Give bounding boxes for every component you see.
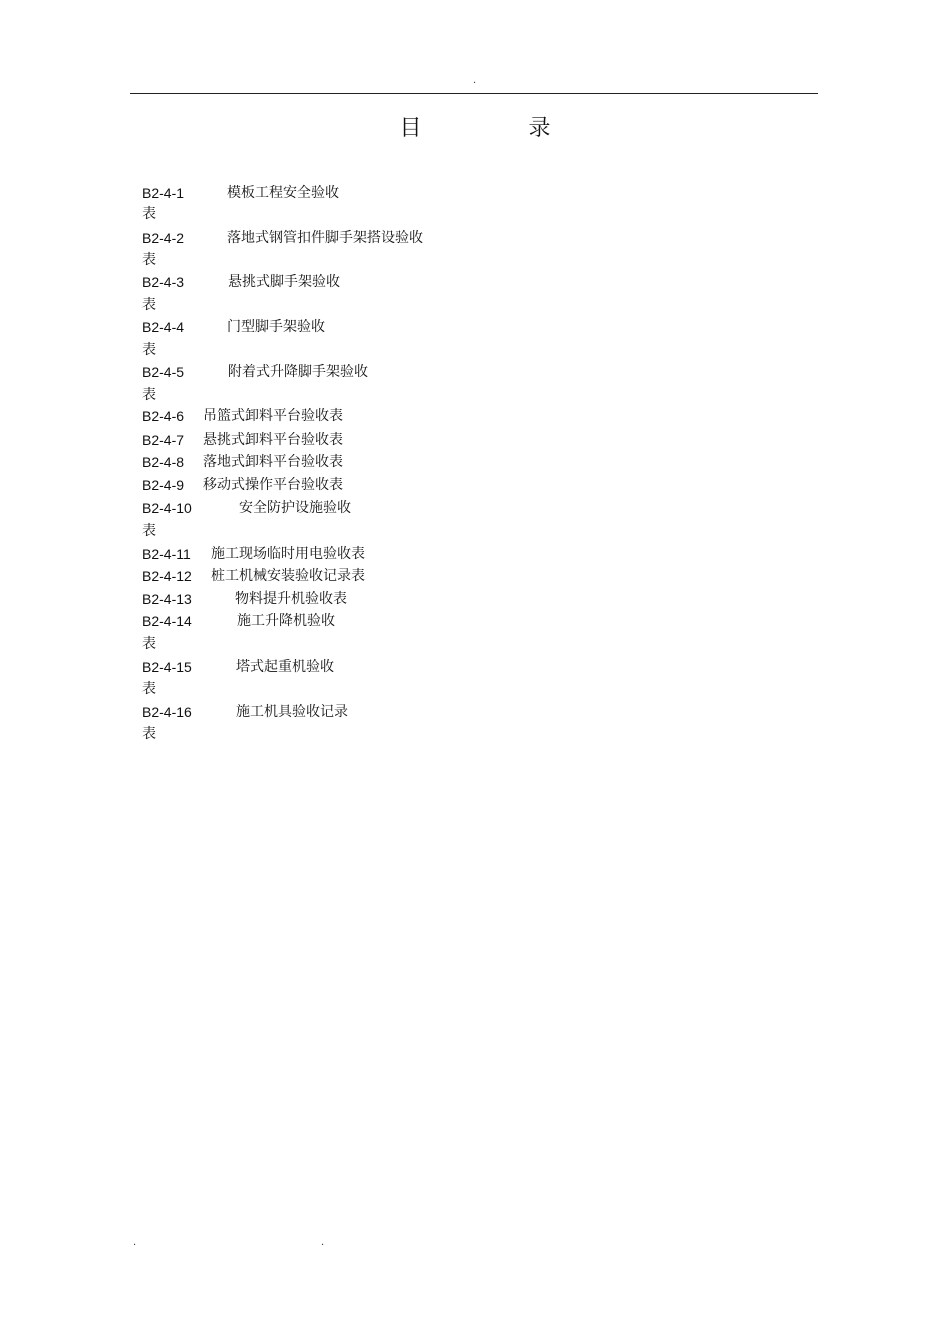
toc-name: 施工升降机验收 (237, 613, 335, 629)
toc-wrap: 表 (142, 297, 156, 313)
toc-code: B2-4-3 (142, 274, 185, 290)
toc-name: 悬挑式卸料平台验收表 (203, 432, 343, 448)
toc-name: 门型脚手架验收 (227, 319, 325, 335)
toc-name: 移动式操作平台验收表 (203, 477, 343, 493)
toc-code: B2-4-10 (142, 500, 192, 516)
toc-code: B2-4-4 (142, 319, 185, 335)
toc-code: B2-4-13 (142, 591, 192, 607)
toc-code: B2-4-7 (142, 432, 185, 448)
toc-name: 模板工程安全验收 (227, 185, 339, 201)
toc-name: 吊篮式卸料平台验收表 (203, 408, 343, 424)
page-title: 目 录 (399, 116, 601, 141)
toc-code: B2-4-14 (142, 613, 192, 629)
toc-code: B2-4-1 (142, 185, 185, 201)
toc-name: 施工现场临时用电验收表 (211, 546, 365, 562)
header-dot: . (473, 75, 477, 86)
toc-code: B2-4-11 (142, 546, 191, 562)
toc-name: 落地式卸料平台验收表 (203, 454, 343, 470)
toc-name: 施工机具验收记录 (236, 704, 348, 720)
toc-name: 安全防护设施验收 (239, 500, 351, 516)
toc-wrap: 表 (142, 387, 156, 403)
toc-code: B2-4-5 (142, 364, 185, 380)
toc-code: B2-4-8 (142, 454, 185, 470)
header-rule (130, 93, 818, 94)
toc-wrap: 表 (142, 342, 156, 358)
toc-code: B2-4-9 (142, 477, 185, 493)
toc-wrap: 表 (142, 636, 156, 652)
toc-wrap: 表 (142, 681, 156, 697)
toc-code: B2-4-2 (142, 230, 185, 246)
toc-name: 悬挑式脚手架验收 (228, 274, 340, 290)
toc-name: 塔式起重机验收 (236, 659, 334, 675)
toc-name: 桩工机械安装验收记录表 (211, 568, 365, 584)
toc-code: B2-4-12 (142, 568, 192, 584)
toc-code: B2-4-15 (142, 659, 192, 675)
toc-name: 落地式钢管扣件脚手架搭设验收 (227, 230, 423, 246)
toc-wrap: 表 (142, 523, 156, 539)
toc-wrap: 表 (142, 206, 156, 222)
footer-dot-right: . (321, 1237, 325, 1248)
footer-dot-left: . (133, 1237, 137, 1248)
toc-wrap: 表 (142, 252, 156, 268)
toc-name: 附着式升降脚手架验收 (228, 364, 368, 380)
toc-code: B2-4-6 (142, 408, 185, 424)
toc-code: B2-4-16 (142, 704, 192, 720)
toc-wrap: 表 (142, 726, 156, 742)
toc-name: 物料提升机验收表 (235, 591, 347, 607)
